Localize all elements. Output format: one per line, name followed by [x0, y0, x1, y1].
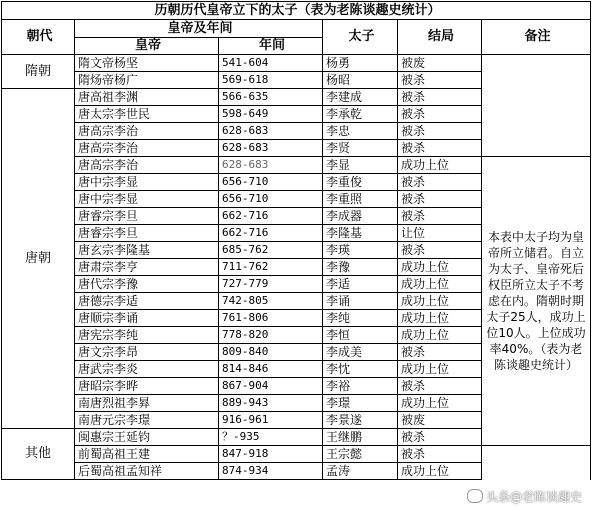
dynasty-cell: 唐朝 [2, 89, 75, 429]
emperor-cell: 唐中宗李显 [75, 191, 219, 208]
emperor-cell: 后蜀高祖孟知祥 [75, 463, 219, 480]
years-cell: ？-935 [219, 429, 323, 446]
crown-prince-cell: 李适 [323, 276, 398, 293]
table-row [2, 446, 591, 463]
years-cell: 598-649 [219, 106, 323, 123]
crown-prince-cell: 李成美 [323, 344, 398, 361]
crown-prince-cell: 李建成 [323, 89, 398, 106]
years-cell: 566-635 [219, 89, 323, 106]
table-title: 历朝历代皇帝立下的太子（表为老陈谈趣史统计） [2, 2, 591, 20]
years-cell: 628-683 [219, 140, 323, 157]
emperor-cell: 唐高宗李治 [75, 123, 219, 140]
years-cell: 874-934 [219, 463, 323, 480]
years-cell: 569-618 [219, 72, 323, 89]
crown-prince-cell: 孟涛 [323, 463, 398, 480]
years-cell: 727-779 [219, 276, 323, 293]
outcome-cell: 被杀 [398, 378, 482, 395]
outcome-cell: 成功上位 [398, 361, 482, 378]
outcome-cell: 被杀 [398, 89, 482, 106]
crown-prince-cell: 李纯 [323, 310, 398, 327]
crown-prince-cell: 杨昭 [323, 72, 398, 89]
crown-prince-cell: 杨勇 [323, 55, 398, 72]
outcome-cell: 让位 [398, 225, 482, 242]
emperor-cell: 唐宪宗李纯 [75, 327, 219, 344]
crown-prince-cell: 李忠 [323, 123, 398, 140]
table-row [2, 463, 591, 480]
emperor-cell: 唐肃宗李亨 [75, 259, 219, 276]
years-cell: 809-840 [219, 344, 323, 361]
outcome-cell: 被杀 [398, 242, 482, 259]
crown-prince-cell: 李恒 [323, 327, 398, 344]
outcome-cell: 被杀 [398, 208, 482, 225]
years-cell: 656-710 [219, 174, 323, 191]
watermark [467, 488, 582, 505]
header-emperor: 皇帝 [75, 38, 219, 55]
years-cell: 541-604 [219, 55, 323, 72]
remark-note: 本表中太子均为皇帝所立储君。自立为太子、皇帝死后权臣所立太子不考虑在内。隋朝时期太子25人，成功上位10人。上位成功率40%。（表为老陈谈趣史统计） [482, 157, 591, 446]
emperor-cell: 唐中宗李显 [75, 174, 219, 191]
emperor-cell: 唐德宗李适 [75, 293, 219, 310]
emperor-cell: 唐睿宗李旦 [75, 208, 219, 225]
emperor-cell: 南唐烈祖李昪 [75, 395, 219, 412]
crown-prince-cell: 李成器 [323, 208, 398, 225]
outcome-cell: 被杀 [398, 446, 482, 463]
crown-prince-cell: 李隆基 [323, 225, 398, 242]
years-cell: 628-683 [219, 123, 323, 140]
emperor-cell: 唐高宗李治 [75, 157, 219, 174]
years-cell: 662-716 [219, 208, 323, 225]
emperor-cell: 隋文帝杨坚 [75, 55, 219, 72]
crown-prince-cell: 李裕 [323, 378, 398, 395]
outcome-cell: 成功上位 [398, 259, 482, 276]
years-cell: 916-961 [219, 412, 323, 429]
crown-prince-cell: 李诵 [323, 293, 398, 310]
emperor-cell: 唐高祖李渊 [75, 89, 219, 106]
emperor-cell: 前蜀高祖王建 [75, 446, 219, 463]
years-cell: 685-762 [219, 242, 323, 259]
emperor-cell: 闽惠宗王延钧 [75, 429, 219, 446]
emperor-cell: 唐代宗李豫 [75, 276, 219, 293]
crown-prince-cell: 李贤 [323, 140, 398, 157]
emperor-cell: 隋炀帝杨广 [75, 72, 219, 89]
emperor-cell: 唐玄宗李隆基 [75, 242, 219, 259]
header-years: 年间 [219, 38, 323, 55]
header-crown-prince: 太子 [323, 20, 398, 55]
years-cell: 656-710 [219, 191, 323, 208]
outcome-cell: 成功上位 [398, 293, 482, 310]
crown-prince-cell: 王继鹏 [323, 429, 398, 446]
toutiao-logo-icon [467, 489, 483, 503]
years-cell: 847-918 [219, 446, 323, 463]
outcome-cell: 成功上位 [398, 276, 482, 293]
outcome-cell: 被废 [398, 412, 482, 429]
watermark-text: 头条@老陈谈趣史 [485, 490, 582, 504]
years-cell: 867-904 [219, 378, 323, 395]
crown-prince-cell: 李景遂 [323, 412, 398, 429]
years-cell: 628-683 [219, 157, 323, 174]
years-cell: 761-806 [219, 310, 323, 327]
outcome-cell: 被杀 [398, 344, 482, 361]
header-remark: 备注 [482, 20, 591, 55]
emperor-cell: 南唐元宗李璟 [75, 412, 219, 429]
outcome-cell: 被废 [398, 55, 482, 72]
years-cell: 778-820 [219, 327, 323, 344]
years-cell: 814-846 [219, 361, 323, 378]
crown-prince-table [1, 1, 591, 480]
crown-prince-cell: 李忱 [323, 361, 398, 378]
outcome-cell: 被杀 [398, 140, 482, 157]
dynasty-cell: 隋朝 [2, 55, 75, 89]
outcome-cell: 被杀 [398, 429, 482, 446]
crown-prince-cell: 李承乾 [323, 106, 398, 123]
emperor-cell: 唐顺宗李诵 [75, 310, 219, 327]
outcome-cell: 成功上位 [398, 395, 482, 412]
outcome-cell: 被杀 [398, 174, 482, 191]
years-cell: 889-943 [219, 395, 323, 412]
crown-prince-cell: 李重俊 [323, 174, 398, 191]
crown-prince-cell: 李璟 [323, 395, 398, 412]
years-cell: 742-805 [219, 293, 323, 310]
emperor-cell: 唐武宗李炎 [75, 361, 219, 378]
crown-prince-cell: 王宗懿 [323, 446, 398, 463]
outcome-cell: 成功上位 [398, 463, 482, 480]
crown-prince-cell: 李重照 [323, 191, 398, 208]
emperor-cell: 唐睿宗李旦 [75, 225, 219, 242]
emperor-cell: 唐高宗李治 [75, 140, 219, 157]
emperor-cell: 唐太宗李世民 [75, 106, 219, 123]
crown-prince-cell: 李显 [323, 157, 398, 174]
outcome-cell: 被杀 [398, 191, 482, 208]
table-row [2, 157, 591, 174]
years-cell: 662-716 [219, 225, 323, 242]
emperor-cell: 唐文宗李昂 [75, 344, 219, 361]
remark-cell-empty [482, 55, 591, 157]
header-emperor-group: 皇帝及年间 [75, 20, 323, 38]
emperor-cell: 唐昭宗李晔 [75, 378, 219, 395]
outcome-cell: 成功上位 [398, 327, 482, 344]
outcome-cell: 成功上位 [398, 157, 482, 174]
outcome-cell: 被杀 [398, 123, 482, 140]
header-dynasty: 朝代 [2, 20, 75, 55]
outcome-cell: 被杀 [398, 72, 482, 89]
table-row [2, 55, 591, 72]
dynasty-cell: 其他 [2, 429, 75, 480]
outcome-cell: 成功上位 [398, 310, 482, 327]
header-outcome: 结局 [398, 20, 482, 55]
crown-prince-cell: 李豫 [323, 259, 398, 276]
crown-prince-cell: 李瑛 [323, 242, 398, 259]
outcome-cell: 被杀 [398, 106, 482, 123]
years-cell: 711-762 [219, 259, 323, 276]
